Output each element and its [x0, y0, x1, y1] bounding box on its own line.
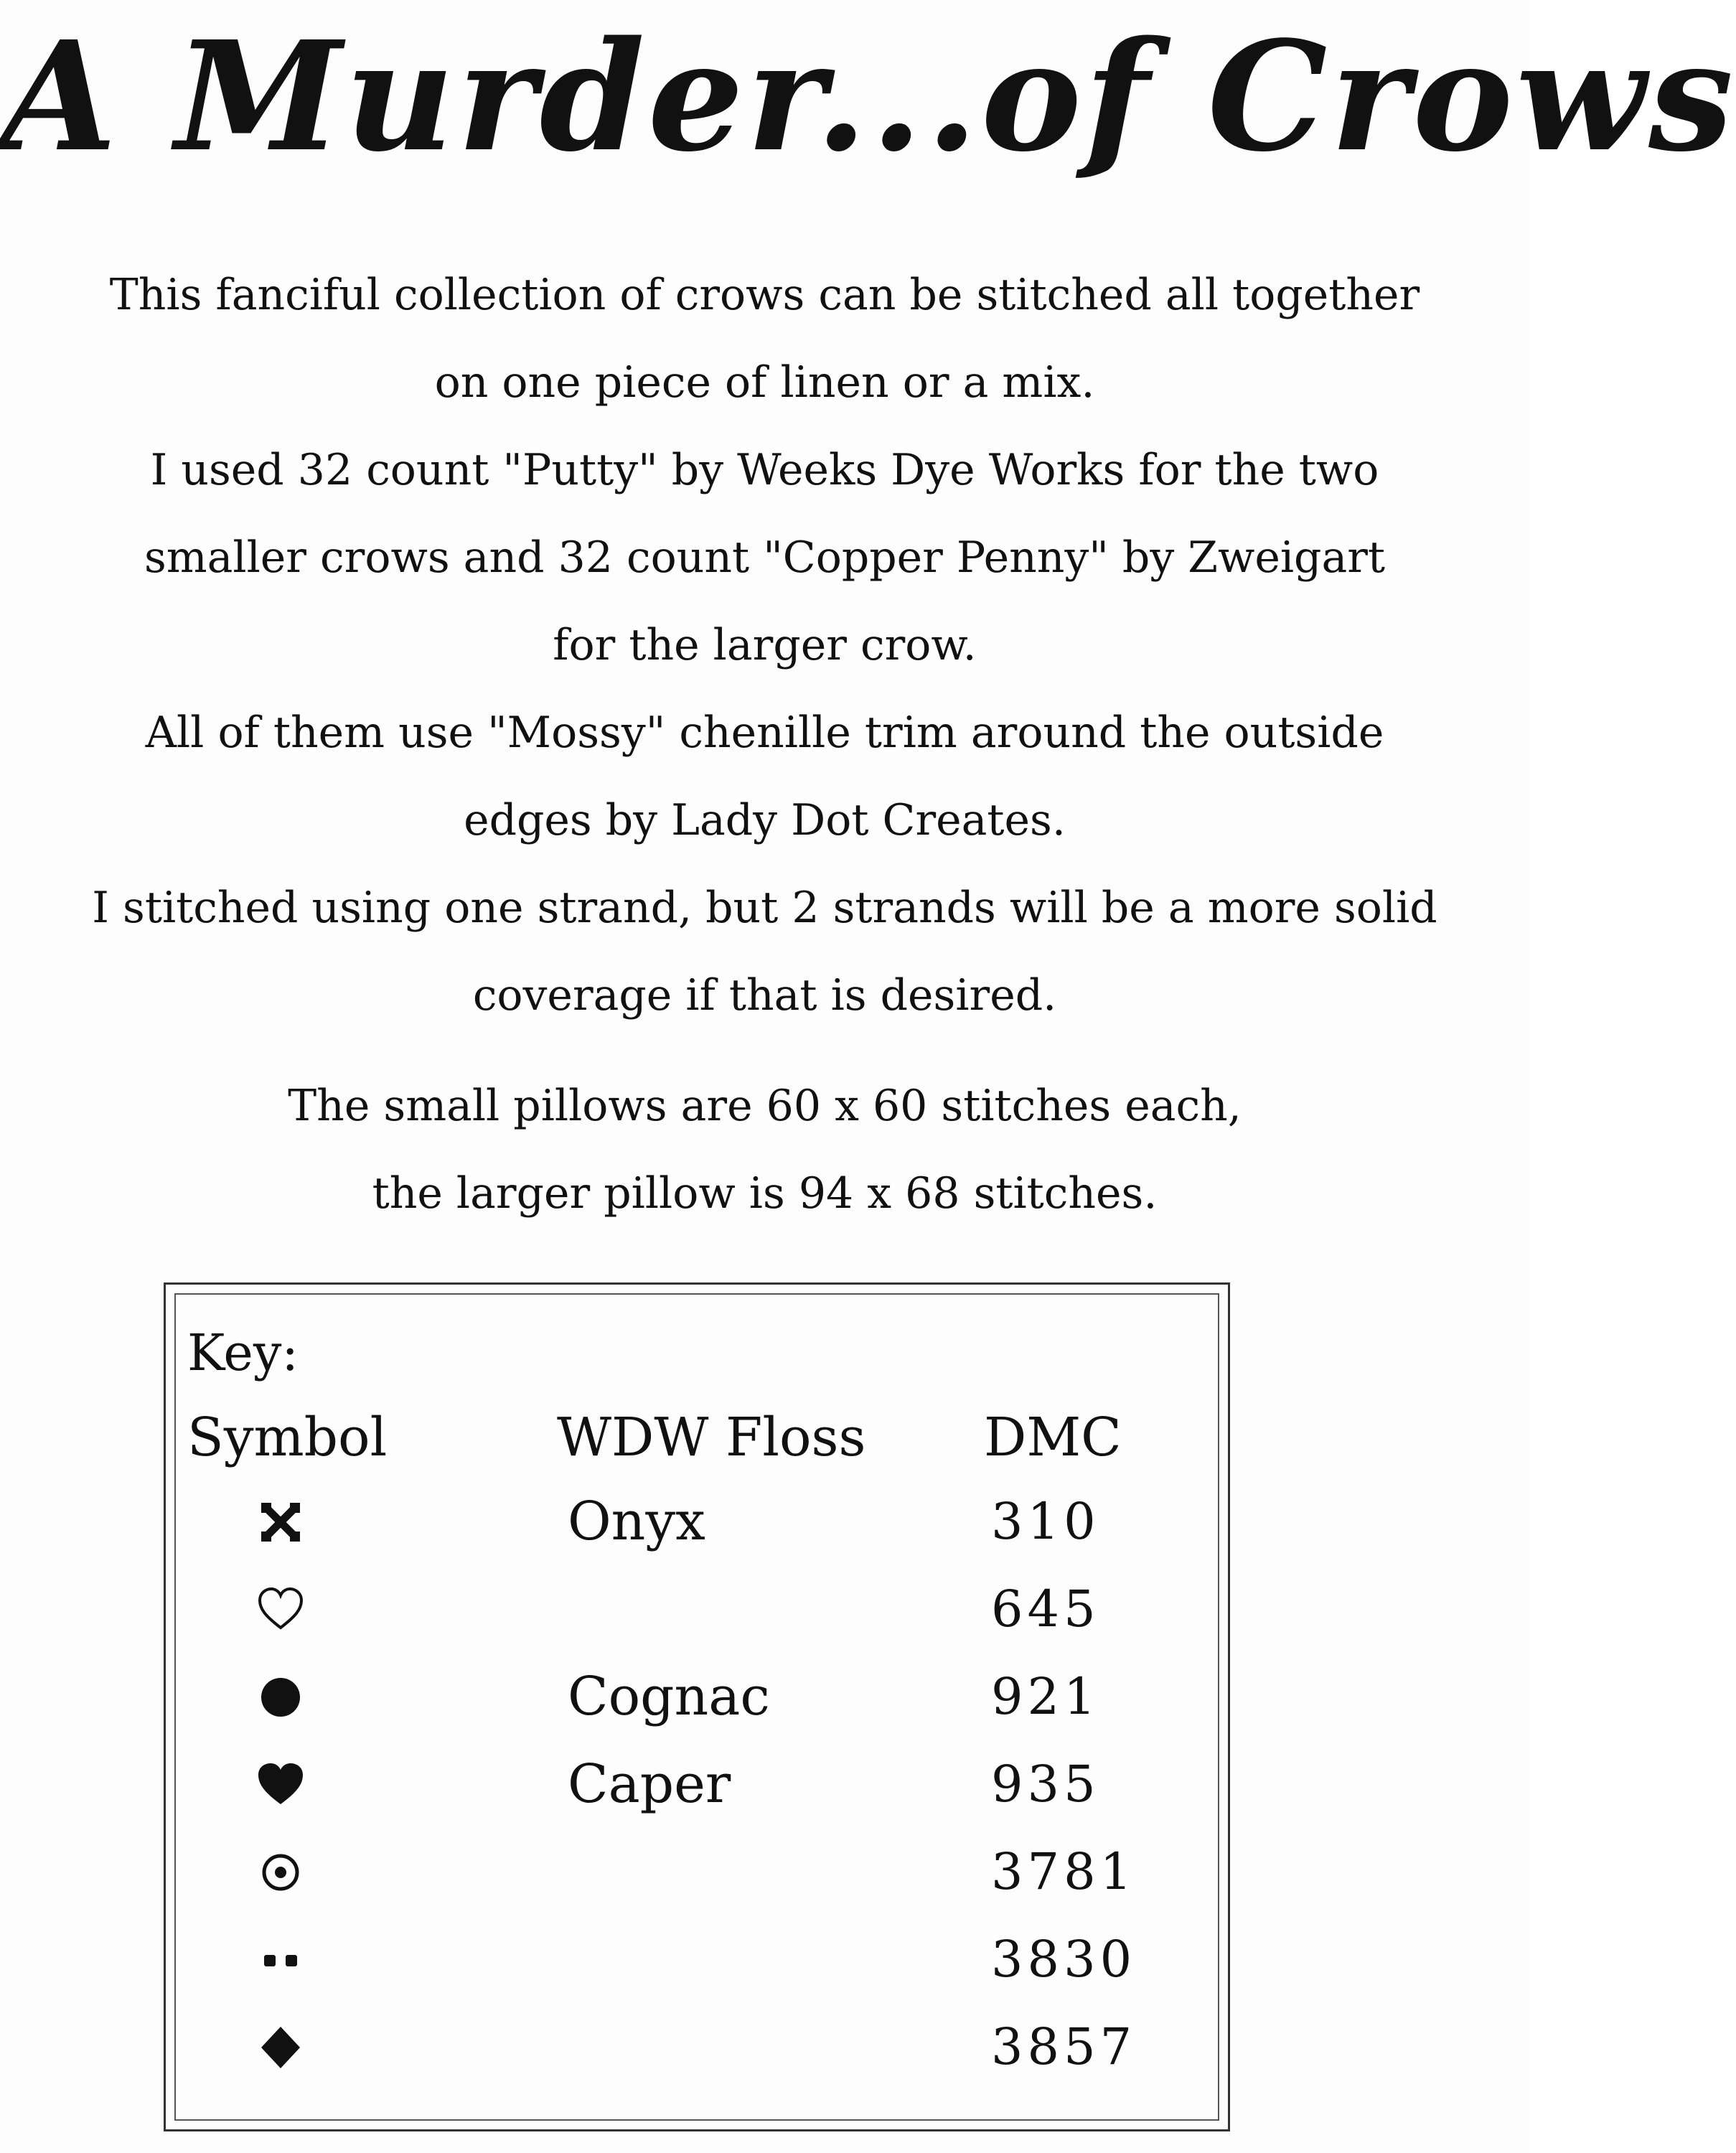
dmc-column-header: DMC — [984, 1407, 1122, 1468]
two-dots-icon — [255, 1935, 306, 1985]
dmc-number: 3857 — [991, 2017, 1137, 2076]
filled-circle-icon — [255, 1672, 306, 1722]
floss-column-header: WDW Floss — [557, 1407, 866, 1468]
dmc-number: 645 — [991, 1580, 1100, 1638]
dmc-number: 310 — [991, 1492, 1100, 1551]
intro-paragraph — [43, 251, 1486, 1039]
key-box — [164, 1282, 1230, 2131]
heart-outline-icon — [255, 1585, 306, 1635]
key-row — [166, 1741, 1228, 1829]
dmc-number: 935 — [991, 1755, 1100, 1814]
size-info — [43, 1062, 1486, 1237]
diamond-icon — [255, 2022, 306, 2073]
filled-heart-icon — [255, 1760, 306, 1810]
intro-line: This fanciful collection of crows can be stitched all together — [109, 270, 1420, 320]
circle-dot-icon — [255, 1847, 306, 1898]
intro-line: for the larger crow. — [553, 620, 977, 670]
dmc-number: 3830 — [991, 1930, 1137, 1989]
intro-line: edges by Lady Dot Creates. — [464, 795, 1066, 845]
intro-line: smaller crows and 32 count "Copper Penny" by Zweigart — [144, 533, 1386, 583]
key-row — [166, 2004, 1228, 2091]
intro-line: on one piece of linen or a mix. — [434, 357, 1095, 408]
key-row — [166, 1916, 1228, 2004]
intro-line: All of them use "Mossy" chenille trim around the outside — [145, 708, 1384, 758]
intro-line: I stitched using one strand, but 2 strands will be a more solid — [92, 883, 1437, 933]
size-line: the larger pillow is 94 x 68 stitches. — [372, 1168, 1158, 1219]
key-row — [166, 1478, 1228, 1566]
dmc-number: 3781 — [991, 1842, 1137, 1901]
floss-name: Caper — [568, 1753, 731, 1815]
symbol-column-header: Symbol — [187, 1407, 388, 1468]
dmc-number: 921 — [991, 1667, 1100, 1726]
page-title: A Murder...of Crows — [0, 8, 1736, 185]
floss-name: Cognac — [568, 1666, 770, 1727]
intro-line: coverage if that is desired. — [472, 970, 1057, 1021]
key-row — [166, 1829, 1228, 1916]
floss-name: Onyx — [568, 1491, 705, 1552]
cross-icon — [255, 1497, 306, 1547]
size-line: The small pillows are 60 x 60 stitches each, — [288, 1081, 1242, 1131]
intro-line: I used 32 count "Putty" by Weeks Dye Works for the two — [150, 445, 1379, 495]
key-title: Key: — [187, 1323, 299, 1382]
key-row — [166, 1654, 1228, 1741]
key-row — [166, 1566, 1228, 1654]
